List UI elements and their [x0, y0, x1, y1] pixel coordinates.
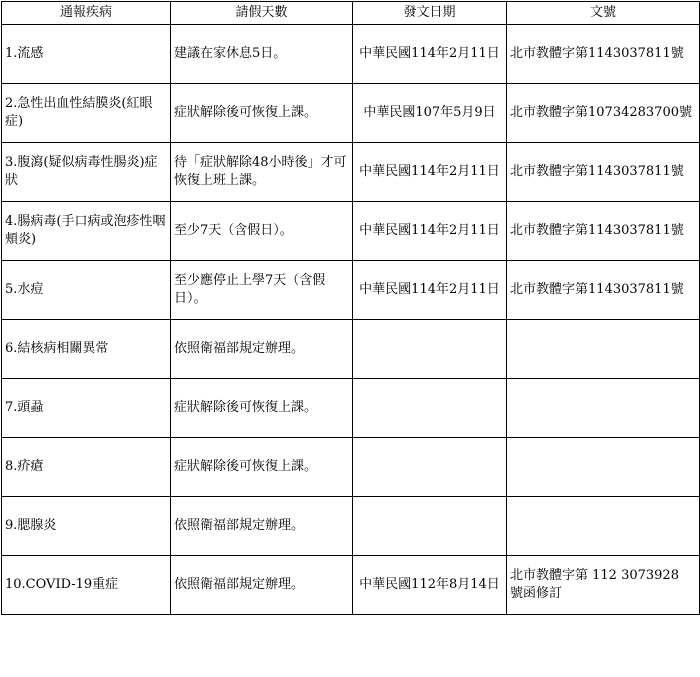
date-cell [353, 497, 507, 556]
leave-cell: 依照衛福部規定辦理。 [171, 497, 353, 556]
column-header-issue-date: 發文日期 [353, 2, 507, 25]
document-number-cell: 北市教體字第1143037811號 [507, 25, 700, 84]
disease-cell: 9.腮腺炎 [2, 497, 171, 556]
leave-cell: 待「症狀解除48小時後」才可恢復上班上課。 [171, 143, 353, 202]
table-row [2, 438, 700, 497]
leave-cell: 建議在家休息5日。 [171, 25, 353, 84]
table-row [2, 497, 700, 556]
disease-cell: 2.急性出血性結膜炎(紅眼症) [2, 84, 171, 143]
document-page [0, 1, 700, 677]
date-cell: 中華民國107年5月9日 [353, 84, 507, 143]
date-cell [353, 438, 507, 497]
disease-cell: 6.結核病相關異常 [2, 320, 171, 379]
document-number-cell: 北市教體字第 112 3073928 號函修訂 [507, 556, 700, 615]
table-row [2, 25, 700, 84]
disease-cell: 10.COVID-19重症 [2, 556, 171, 615]
table-row [2, 202, 700, 261]
disease-cell: 8.疥瘡 [2, 438, 171, 497]
table-row [2, 379, 700, 438]
document-number-cell [507, 438, 700, 497]
header-row [2, 2, 700, 25]
date-cell [353, 379, 507, 438]
document-number-cell [507, 320, 700, 379]
leave-cell: 症狀解除後可恢復上課。 [171, 438, 353, 497]
table-row [2, 261, 700, 320]
disease-cell: 1.流感 [2, 25, 171, 84]
document-number-cell [507, 497, 700, 556]
disease-cell: 5.水痘 [2, 261, 171, 320]
table-row [2, 143, 700, 202]
column-header-disease: 通報疾病 [2, 2, 171, 25]
leave-cell: 症狀解除後可恢復上課。 [171, 379, 353, 438]
leave-cell: 至少7天（含假日）。 [171, 202, 353, 261]
date-cell: 中華民國112年8月14日 [353, 556, 507, 615]
disease-cell: 7.頭蝨 [2, 379, 171, 438]
document-number-cell: 北市教體字第1143037811號 [507, 261, 700, 320]
leave-cell: 依照衛福部規定辦理。 [171, 320, 353, 379]
document-number-cell: 北市教體字第1143037811號 [507, 143, 700, 202]
date-cell: 中華民國114年2月11日 [353, 261, 507, 320]
table-row [2, 556, 700, 615]
table-body [2, 25, 700, 615]
sick-leave-table [1, 1, 700, 615]
column-header-leave-days: 請假天數 [171, 2, 353, 25]
column-header-document-number: 文號 [507, 2, 700, 25]
table-row [2, 320, 700, 379]
table-header [2, 2, 700, 25]
document-number-cell: 北市教體字第1143037811號 [507, 202, 700, 261]
disease-cell: 4.腸病毒(手口病或泡疹性咽頰炎) [2, 202, 171, 261]
date-cell: 中華民國114年2月11日 [353, 202, 507, 261]
disease-cell: 3.腹瀉(疑似病毒性腸炎)症狀 [2, 143, 171, 202]
table-row [2, 84, 700, 143]
leave-cell: 依照衛福部規定辦理。 [171, 556, 353, 615]
document-number-cell [507, 379, 700, 438]
date-cell: 中華民國114年2月11日 [353, 25, 507, 84]
date-cell: 中華民國114年2月11日 [353, 143, 507, 202]
leave-cell: 至少應停止上學7天（含假日）。 [171, 261, 353, 320]
document-number-cell: 北市教體字第10734283700號 [507, 84, 700, 143]
date-cell [353, 320, 507, 379]
leave-cell: 症狀解除後可恢復上課。 [171, 84, 353, 143]
